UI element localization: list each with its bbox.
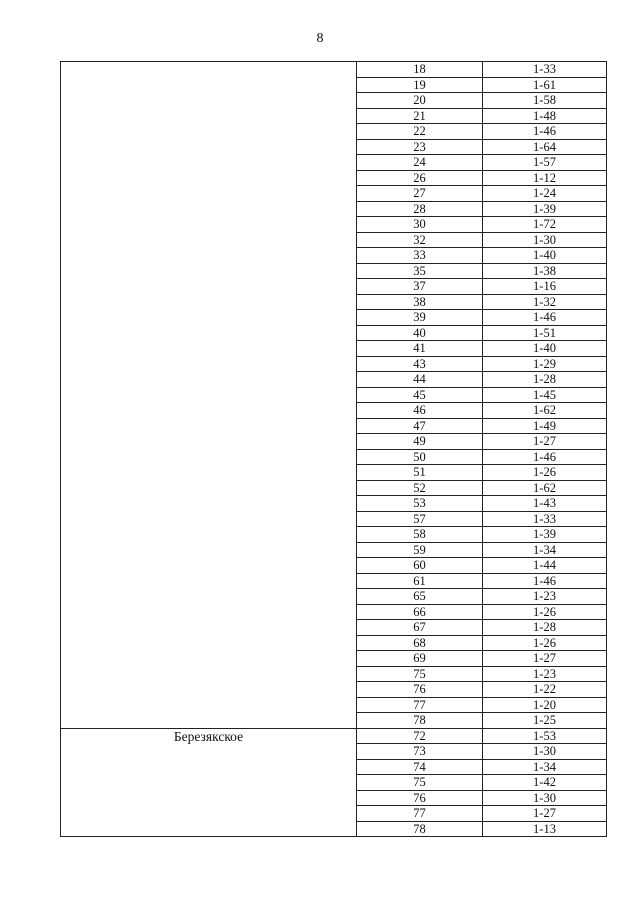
number-cell: 69 — [357, 651, 483, 667]
value-cell: 1-13 — [483, 821, 607, 837]
value-cell: 1-46 — [483, 124, 607, 140]
number-cell: 32 — [357, 232, 483, 248]
value-cell: 1-33 — [483, 62, 607, 78]
table-row — [61, 62, 607, 78]
number-cell: 38 — [357, 294, 483, 310]
value-cell: 1-39 — [483, 201, 607, 217]
value-cell: 1-48 — [483, 108, 607, 124]
number-cell: 60 — [357, 558, 483, 574]
number-cell: 40 — [357, 325, 483, 341]
value-cell: 1-30 — [483, 790, 607, 806]
number-cell: 30 — [357, 217, 483, 233]
value-cell: 1-51 — [483, 325, 607, 341]
number-cell: 76 — [357, 790, 483, 806]
number-cell: 78 — [357, 713, 483, 729]
number-cell: 35 — [357, 263, 483, 279]
number-cell: 18 — [357, 62, 483, 78]
value-cell: 1-43 — [483, 496, 607, 512]
value-cell: 1-34 — [483, 759, 607, 775]
number-cell: 33 — [357, 248, 483, 264]
number-cell: 27 — [357, 186, 483, 202]
value-cell: 1-27 — [483, 806, 607, 822]
number-cell: 50 — [357, 449, 483, 465]
value-cell: 1-44 — [483, 558, 607, 574]
value-cell: 1-57 — [483, 155, 607, 171]
number-cell: 45 — [357, 387, 483, 403]
number-cell: 65 — [357, 589, 483, 605]
number-cell: 19 — [357, 77, 483, 93]
number-cell: 51 — [357, 465, 483, 481]
settlement-name-cell: Березякское — [61, 728, 357, 837]
value-cell: 1-38 — [483, 263, 607, 279]
value-cell: 1-61 — [483, 77, 607, 93]
value-cell: 1-23 — [483, 589, 607, 605]
number-cell: 20 — [357, 93, 483, 109]
number-cell: 52 — [357, 480, 483, 496]
value-cell: 1-23 — [483, 666, 607, 682]
number-cell: 47 — [357, 418, 483, 434]
number-cell: 66 — [357, 604, 483, 620]
number-cell: 44 — [357, 372, 483, 388]
number-cell: 46 — [357, 403, 483, 419]
number-cell: 76 — [357, 682, 483, 698]
value-cell: 1-49 — [483, 418, 607, 434]
number-cell: 77 — [357, 806, 483, 822]
value-cell: 1-64 — [483, 139, 607, 155]
number-cell: 57 — [357, 511, 483, 527]
settlement-table — [60, 61, 607, 837]
value-cell: 1-46 — [483, 449, 607, 465]
number-cell: 68 — [357, 635, 483, 651]
value-cell: 1-40 — [483, 248, 607, 264]
value-cell: 1-58 — [483, 93, 607, 109]
number-cell: 72 — [357, 728, 483, 744]
number-cell: 59 — [357, 542, 483, 558]
number-cell: 75 — [357, 775, 483, 791]
number-cell: 21 — [357, 108, 483, 124]
value-cell: 1-25 — [483, 713, 607, 729]
value-cell: 1-29 — [483, 356, 607, 372]
value-cell: 1-62 — [483, 480, 607, 496]
value-cell: 1-46 — [483, 310, 607, 326]
table-row — [61, 728, 607, 744]
value-cell: 1-40 — [483, 341, 607, 357]
number-cell: 58 — [357, 527, 483, 543]
value-cell: 1-53 — [483, 728, 607, 744]
settlement-name-cell — [61, 62, 357, 729]
value-cell: 1-34 — [483, 542, 607, 558]
value-cell: 1-32 — [483, 294, 607, 310]
number-cell: 24 — [357, 155, 483, 171]
number-cell: 37 — [357, 279, 483, 295]
number-cell: 49 — [357, 434, 483, 450]
value-cell: 1-45 — [483, 387, 607, 403]
value-cell: 1-26 — [483, 465, 607, 481]
number-cell: 73 — [357, 744, 483, 760]
number-cell: 77 — [357, 697, 483, 713]
number-cell: 75 — [357, 666, 483, 682]
value-cell: 1-30 — [483, 232, 607, 248]
value-cell: 1-26 — [483, 604, 607, 620]
number-cell: 43 — [357, 356, 483, 372]
value-cell: 1-22 — [483, 682, 607, 698]
number-cell: 41 — [357, 341, 483, 357]
value-cell: 1-42 — [483, 775, 607, 791]
value-cell: 1-39 — [483, 527, 607, 543]
number-cell: 53 — [357, 496, 483, 512]
value-cell: 1-27 — [483, 434, 607, 450]
number-cell: 39 — [357, 310, 483, 326]
page-number: 8 — [316, 31, 324, 46]
number-cell: 22 — [357, 124, 483, 140]
value-cell: 1-26 — [483, 635, 607, 651]
table-body — [61, 62, 607, 837]
value-cell: 1-30 — [483, 744, 607, 760]
number-cell: 23 — [357, 139, 483, 155]
value-cell: 1-28 — [483, 620, 607, 636]
number-cell: 26 — [357, 170, 483, 186]
value-cell: 1-24 — [483, 186, 607, 202]
number-cell: 78 — [357, 821, 483, 837]
value-cell: 1-16 — [483, 279, 607, 295]
number-cell: 74 — [357, 759, 483, 775]
number-cell: 67 — [357, 620, 483, 636]
value-cell: 1-46 — [483, 573, 607, 589]
value-cell: 1-27 — [483, 651, 607, 667]
value-cell: 1-28 — [483, 372, 607, 388]
value-cell: 1-33 — [483, 511, 607, 527]
number-cell: 28 — [357, 201, 483, 217]
value-cell: 1-62 — [483, 403, 607, 419]
value-cell: 1-20 — [483, 697, 607, 713]
value-cell: 1-12 — [483, 170, 607, 186]
value-cell: 1-72 — [483, 217, 607, 233]
number-cell: 61 — [357, 573, 483, 589]
